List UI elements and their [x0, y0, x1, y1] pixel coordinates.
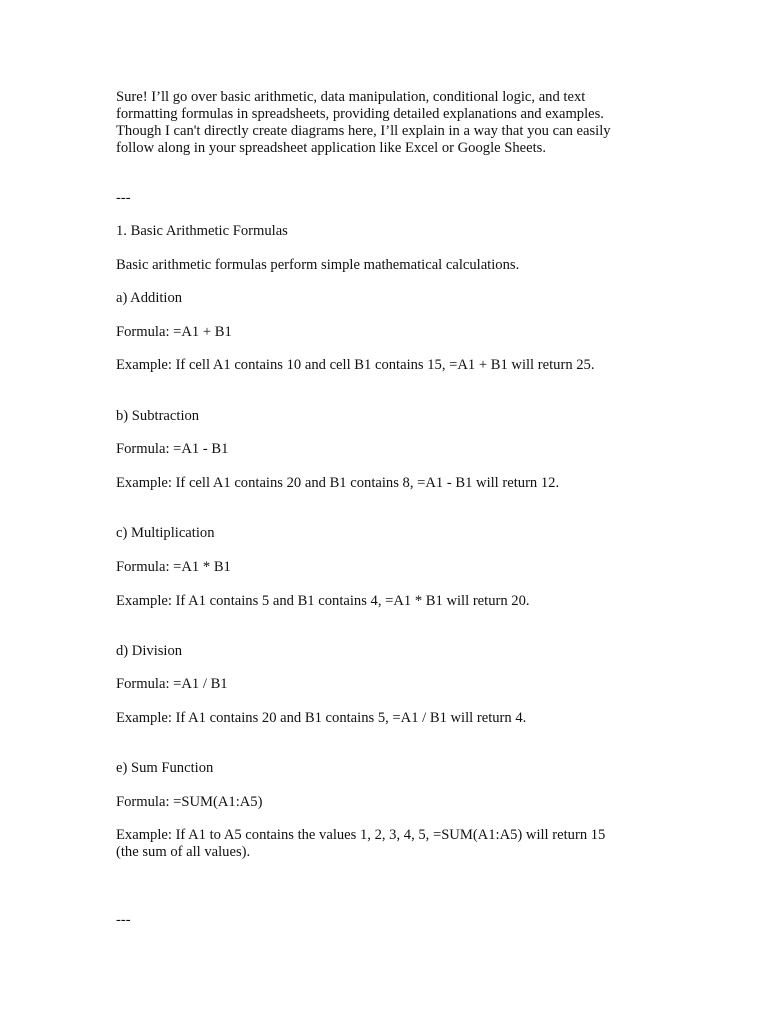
section-description: Basic arithmetic formulas perform simple mathematical calculations.: [116, 257, 520, 273]
subtraction-example: Example: If cell A1 contains 20 and B1 contains 8, =A1 - B1 will return 12.: [116, 475, 560, 491]
sum-function-example: Example: If A1 to A5 contains the values 1, 2, 3, 4, 5, =SUM(A1:A5) will return 15: [116, 827, 606, 843]
division-formula: Formula: =A1 / B1: [116, 676, 228, 692]
sum-function-example-cont: (the sum of all values).: [116, 844, 251, 860]
division-example: Example: If A1 contains 20 and B1 contains 5, =A1 / B1 will return 4.: [116, 710, 527, 726]
intro-line-2: formatting formulas in spreadsheets, providing detailed explanations and examples.: [116, 106, 604, 122]
division-title: d) Division: [116, 643, 183, 659]
intro-line-3: Though I can't directly create diagrams here, I’ll explain in a way that you can easily: [116, 123, 611, 139]
separator-bottom: ---: [116, 912, 131, 928]
multiplication-example: Example: If A1 contains 5 and B1 contains 4, =A1 * B1 will return 20.: [116, 593, 530, 609]
subtraction-formula: Formula: =A1 - B1: [116, 441, 229, 457]
sum-function-formula: Formula: =SUM(A1:A5): [116, 794, 263, 810]
section-heading: 1. Basic Arithmetic Formulas: [116, 223, 288, 239]
separator-top: ---: [116, 190, 131, 206]
multiplication-title: c) Multiplication: [116, 525, 215, 541]
multiplication-formula: Formula: =A1 * B1: [116, 559, 231, 575]
addition-title: a) Addition: [116, 290, 183, 306]
subtraction-title: b) Subtraction: [116, 408, 200, 424]
addition-formula: Formula: =A1 + B1: [116, 324, 232, 340]
intro-line-1: Sure! I’ll go over basic arithmetic, data manipulation, conditional logic, and text: [116, 89, 586, 105]
intro-line-4: follow along in your spreadsheet application like Excel or Google Sheets.: [116, 140, 546, 156]
addition-example: Example: If cell A1 contains 10 and cell B1 contains 15, =A1 + B1 will return 25.: [116, 357, 595, 373]
sum-function-title: e) Sum Function: [116, 760, 214, 776]
